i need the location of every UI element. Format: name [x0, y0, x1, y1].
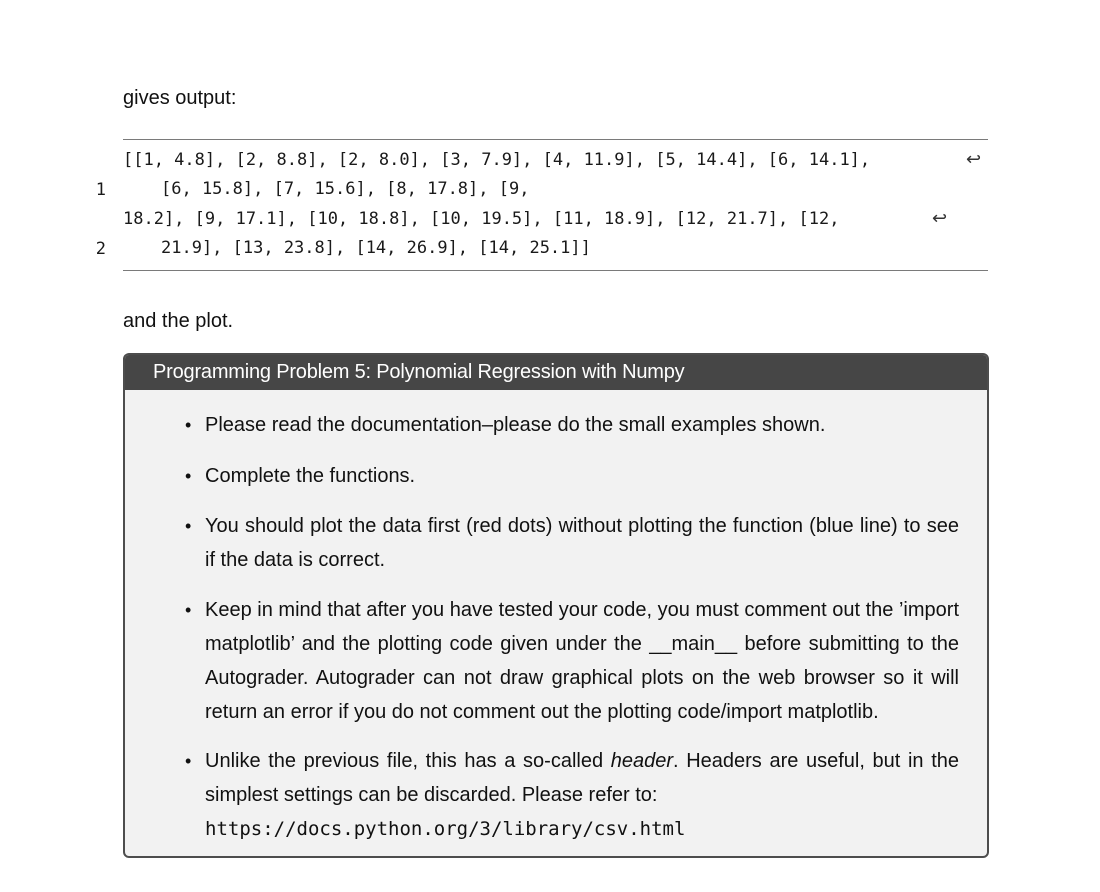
- line-wrap-icon: ↩: [966, 149, 982, 170]
- bullet-text-part: . Headers are useful, but in the simplest settings can be discarded. Please refer to:: [205, 750, 959, 806]
- after-text: and the plot.: [123, 310, 234, 332]
- bullet-text: You should plot the data first (red dots) without plotting the function (blue line) to see if the data is correct.: [205, 515, 959, 571]
- bullet-text: Keep in mind that after you have tested your code, you must comment out the ’import matplotlib’ and the plotting code given under the __main__ before submitting to the Autograder. Autograder can not draw graphical plots on the web browser so it will return an error if you do not comment out the plotting code/import matplotlib.: [205, 599, 959, 723]
- code-text: 18.2], [9, 17.1], [10, 18.8], [10, 19.5], [11, 18.9], [12, 21.7], [12,: [123, 209, 840, 229]
- line-number: 2: [95, 239, 106, 259]
- line-wrap-icon: ↩: [932, 208, 948, 229]
- line-number: 1: [95, 180, 106, 200]
- csv-docs-url: https://docs.python.org/3/library/csv.html: [205, 818, 686, 840]
- listing-top-rule: [123, 139, 988, 140]
- code-text: [[1, 4.8], [2, 8.8], [2, 8.0], [3, 7.9], [4, 11.9], [5, 14.4], [6, 14.1],: [123, 150, 871, 170]
- bullet-icon: •: [185, 516, 192, 536]
- bullet-text-part: Unlike the previous file, this has a so-called: [205, 750, 611, 772]
- bullet-text: Complete the functions.: [205, 465, 416, 487]
- problem-title: Programming Problem 5: Polynomial Regression with Numpy: [125, 355, 987, 390]
- problem-box: [123, 353, 989, 858]
- bullet-text: Please read the documentation–please do the small examples shown.: [205, 414, 826, 436]
- intro-text: gives output:: [123, 87, 237, 109]
- bullet-icon: •: [185, 751, 192, 771]
- bullet-icon: •: [185, 600, 192, 620]
- emphasis-header: header: [610, 750, 674, 772]
- code-listing: [90, 139, 988, 270]
- bullet-text: [205, 744, 959, 846]
- bullet-icon: •: [185, 466, 192, 486]
- bullet-icon: •: [185, 415, 192, 435]
- code-text-continued: [6, 15.8], [7, 15.6], [8, 17.8], [9,: [161, 179, 530, 199]
- code-text-continued: 21.9], [13, 23.8], [14, 26.9], [14, 25.1]]: [161, 238, 591, 258]
- listing-bottom-rule: [123, 270, 988, 271]
